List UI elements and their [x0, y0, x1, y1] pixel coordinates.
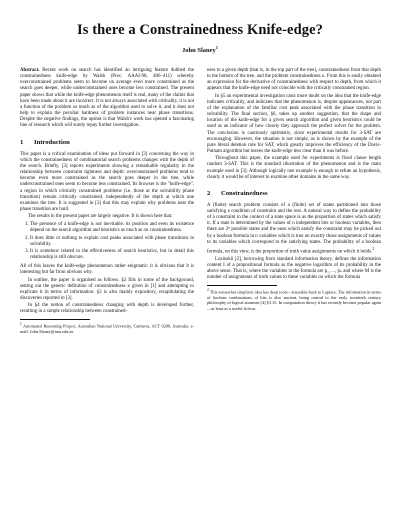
footnote-mark: 2 — [207, 288, 209, 293]
right-column — [207, 68, 381, 311]
section-heading-introduction — [20, 139, 194, 147]
footnote-divider — [20, 319, 90, 320]
footnote-mark: 1 — [20, 322, 22, 327]
paragraph: The results in the present paper are largely negative. It is shown here that: — [28, 214, 173, 220]
section-number: 1 — [20, 138, 24, 146]
footnote-text: Automated Reasoning Project, Australian National University, Canberra, ACT 0200, Australia. e-mail: John.Slaney@anu.edu.au — [20, 323, 194, 335]
paragraph: In outline, the paper is organised as follows. §2 fills in some of the background, setting out the generic definition of constrainedness κ given in [1] and attempting to explicate it in terms of information. §3 is also mainly expository, recapitulating the discoveries reported in [3]. — [20, 277, 194, 301]
abstract — [20, 68, 194, 130]
section-heading-constrainedness — [207, 190, 381, 198]
paragraph-text: A (finite) search problem consists of a (finite) set of states partitioned into those satisfying a condition of constraint and the rest. A natural way to define the probability of a constraint in the context of a state space is as the proportion of states which satisfy it. If a state is determined by the values of n independent bits or boolean variables, then there are 2ⁿ possible states and the ones which satisfy the constraint may be picked out by a boolean formula in n variables which is true on exactly those assignments of values to its variables which correspond to the satisfying states. The probability of a boolean formula, on this view, is the proportion of truth value assignments on which it holds. — [207, 202, 381, 255]
section-number: 2 — [207, 189, 211, 197]
paragraph: In §4 the notion of constrainedness changing with depth is developed further, resulting in a simple relationship between constrained- — [20, 303, 194, 315]
paragraph: In §5 an experimental investigation casts more doubt on the idea that the knife-edge indicates criticality, and indicates that the phenomenon is, despite appearances, not part of the explanation of the familiar cost peak associated with the phase transition in solvability. The final section, §6, takes up another suggestion, that the shape and location of the knife-edge for a given search algorithm and given heuristics could be used as an indicator of how closely they approach the perfect solver for the problem. The conclusion is cautiously optimistic, since experimental results for 3-SAT are encouraging. However, the situation is not simple, as is shown by the example of the pure literal deletion rule for SAT, which greatly improves the efficiency of the Davis-Putnam algorithm but leaves the knife-edge less clear than it was before. — [207, 93, 381, 155]
paragraph: Lozinskii [2], borrowing from standard information theory, defines the information content I of a propositional formula as the negative logarithm of its probability in the above sense. That is, where the variables in the formula are p₁, ..., pₙ and where M is the number of assignments of truth values to these variables on which the formula — [207, 256, 381, 281]
abstract-label: Abstract. — [20, 68, 40, 73]
paragraph: This paper is a critical examination of ideas put forward in [3] concerning the way in which the constrainedness of combinatorial search problems changes with the depth of the search. Briefly, [3] reports experiments showing a remarkable regularity in the relationship between constraint tightness and depth: overconstrained problems tend to become even more constrained as the search goes deeper in the tree, while underconstrained ones seem to become less constrained. Its browser is the "knife-edge", a region in which critically constrained problems (i.e. those at the solvability phase transition) remain critically constrained, independently of the depth at which one examines the tree. It is suggested in [3] that this may explain why problems near the phase transition are hard. — [20, 151, 194, 212]
paragraph — [207, 203, 381, 256]
paragraph: ness to a given depth (that is, in the top part of the tree), constrainedness from that depth to the bottom of the tree, and the problem constrainedness κ. From this is easily obtained an expression for the derivative of constrainedness with respect to depth, from which it appears that the knife-edge need not coincide with the critically constrained region. — [207, 68, 381, 92]
list-item: 3. It is somehow related to the effectiveness of search heuristics, but in detail this relationship is still obscure. — [30, 249, 194, 261]
list-item: 2. It does little or nothing to explain cost peaks associated with phase transitions in solvability. — [30, 236, 194, 248]
findings-list — [20, 222, 194, 261]
footnote-text: This somewhat simplistic idea has deep roots—traceable back to Laplace. The information in terms of boolean combinations of bits is also ancient, being central to the early twentieth century philosophy of logical atomism [4],§3.15. In computation theory it has recently become popular again—at least as a useful fiction. — [207, 289, 381, 311]
footnote-mark: 2 — [372, 246, 375, 251]
paragraph: All of this leaves the knife-edge phenomenon rather enigmatic: it is obvious that it is interesting but far from obvious why. — [20, 264, 194, 276]
author-footnote-mark: 1 — [215, 45, 219, 50]
footnote-divider — [207, 285, 277, 286]
section-title: Introduction — [34, 138, 70, 146]
list-item: 1. The presence of a knife-edge is not inevitable: its position and even its existence depend on the search algorithm and heuristics as much as on constrainedness. — [30, 222, 194, 234]
abstract-text: Recent work on search has identified an intriguing feature dubbed the constrainedness knife-edge by Walsh (Proc. AAAI-98, 406–411) whereby overconstrained problems seem to become on average even more constrained as the search goes deeper, while underconstrained ones become less constrained. The present paper shows that while the knife-edge phenomenon itself is real, many of the claims that have been made about it are incorrect. It is not always associated with criticality, it is not a function of the problem so much as of the algorithm used to solve it, and it does not help to explain the peculiar hardness of problem instances near phase transitions. Despite the negative findings, the upshot is that Walsh's work has opened a fascinating line of research which will surely repay further investigation. — [20, 68, 194, 129]
paragraph: Throughout this paper, the example used for experiments is fixed clause length random 3-SAT. This is the standard illustration of the phenomenon and is the main example used in [3]. Although logically one example is enough to refute an hypothesis, clearly it would be of interest to examine other domains in the same way. — [207, 156, 381, 180]
author-line — [0, 45, 400, 54]
footnote — [20, 322, 194, 334]
section-title: Constrainedness — [221, 189, 268, 197]
footnote — [207, 288, 381, 311]
author-name: John Slaney — [181, 47, 216, 55]
paper-title: Is there a Constrainedness Knife-edge? — [77, 22, 323, 38]
left-column — [20, 68, 194, 334]
